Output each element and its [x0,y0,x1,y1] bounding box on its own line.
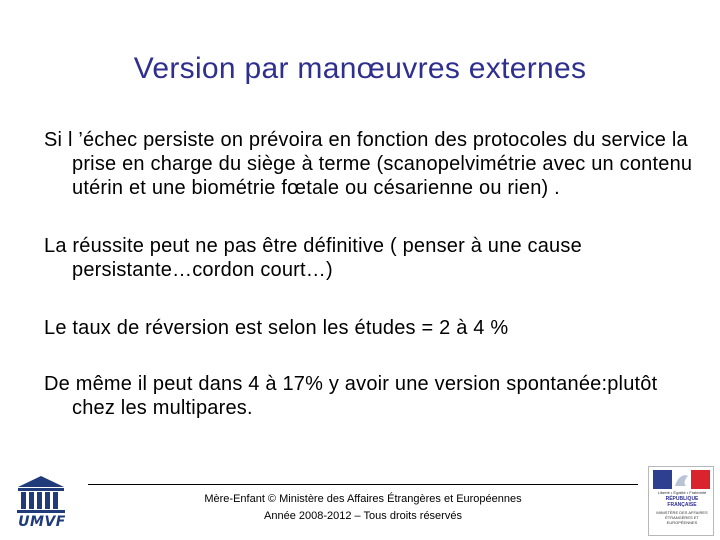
french-republic-flag-icon [653,470,710,489]
footer [88,491,638,525]
ministry-logo [648,466,714,536]
slide-body [44,128,694,420]
ministry-motto: Liberté • Égalité • Fraternité [657,490,707,495]
footer-year: Année 2008-2012 – Tous droits réservés [264,510,462,522]
footer-divider [88,484,638,485]
umvf-logo [12,474,70,532]
slide-title: Version par manœuvres externes [133,52,587,85]
umvf-logo-text: UMVF [18,514,66,530]
paragraph-failure: Si l ’échec persiste on prévoira en fonction des protocoles du service la prise en charge du siège à terme (scanopelvimétrie avec un contenu utérin et une biométrie fœtale ou césarienne ou rien) . [44,129,693,199]
paragraph-reversion-rate: Le taux de réversion est selon les études = 2 à 4 % [44,317,509,339]
paragraph-success: La réussite peut ne pas être définitive ( penser à une cause persistante…cordon court…) [44,235,582,281]
ministry-name: MINISTÈRE DES AFFAIRES ÉTRANGÈRES ET EUROPÉENNES [656,510,708,525]
paragraph-spontaneous-version: De même il peut dans 4 à 17% y avoir une version spontanée:plutôt chez les multipares. [44,373,658,419]
footer-copyright: Mère-Enfant © Ministère des Affaires Étrangères et Européennes [204,493,522,505]
ministry-republic: RÉPUBLIQUE FRANÇAISE [665,496,699,508]
university-columns-icon [12,474,70,516]
